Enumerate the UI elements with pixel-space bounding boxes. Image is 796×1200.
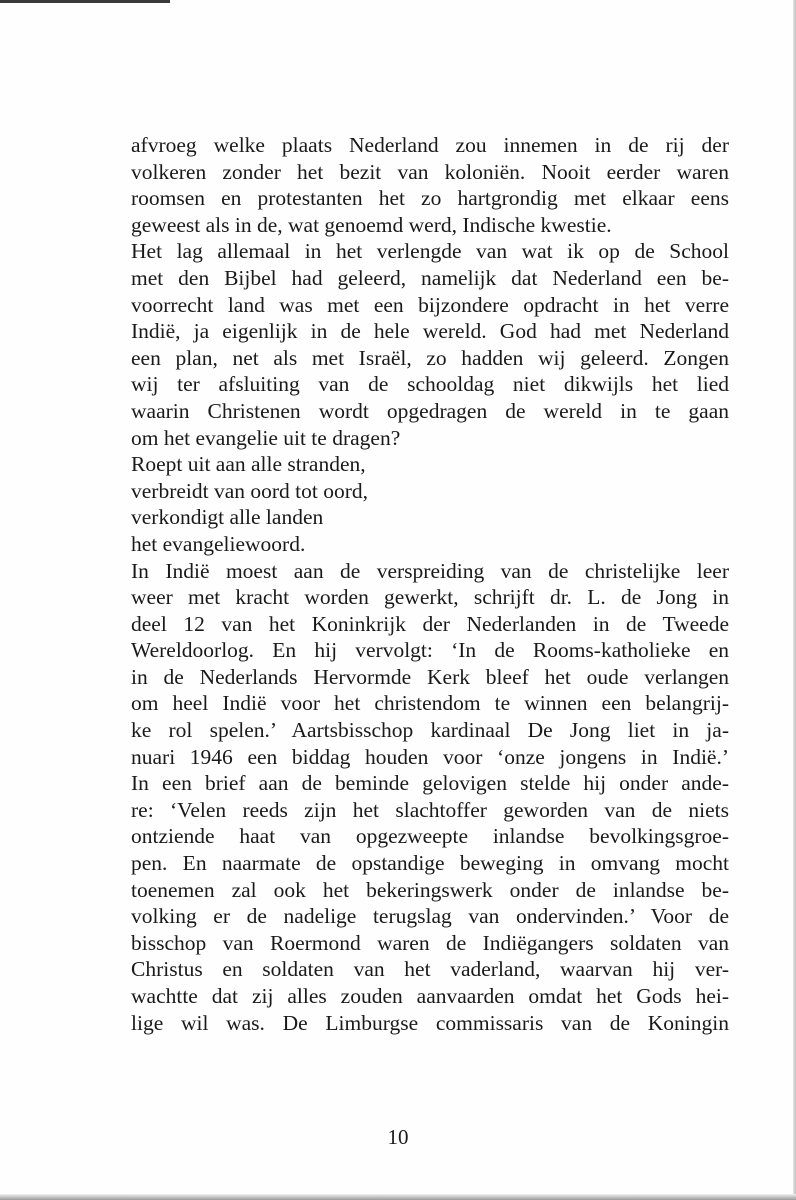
text-line: verkondigt alle landen [131, 505, 324, 530]
text-line: bisschop van Roermond waren de Indiëgangers soldaten van [131, 930, 729, 955]
text-line: geweest als in de, wat genoemd werd, Indische kwestie. [131, 212, 612, 237]
text-line: verbreidt van oord tot oord, [131, 478, 369, 503]
text-line: roomsen en protestanten het zo hartgrondig met elkaar eens [131, 186, 729, 211]
text-line: toenemen zal ook het bekeringswerk onder de inlandse be- [131, 877, 729, 902]
text-line: wij ter afsluiting van de schooldag niet dikwijls het lied [131, 372, 729, 397]
body-text [131, 132, 729, 1036]
text-line: nuari 1946 een biddag houden voor ‘onze jongens in Indië.’ [131, 744, 729, 769]
text-line: pen. En naarmate de opstandige beweging in omvang mocht [131, 851, 729, 876]
text-line: deel 12 van het Koninkrijk der Nederlanden in de Tweede [131, 611, 729, 636]
text-line: Christus en soldaten van het vaderland, waarvan hij ver- [131, 957, 729, 982]
text-line: afvroeg welke plaats Nederland zou innemen in de rij der [131, 133, 729, 157]
page-number: 10 [387, 1125, 409, 1149]
top-scan-edge [0, 0, 170, 3]
bottom-scan-edge [0, 1194, 796, 1200]
text-line: wachtte dat zij alles zouden aanvaarden omdat het Gods hei- [131, 984, 729, 1008]
text-line: om heel Indië voor het christendom te winnen een belangrij- [131, 691, 729, 716]
text-line: lige wil was. De Limburgse commissaris van de Koningin [131, 1010, 729, 1035]
text-line: Wereldoorlog. En hij vervolgt: ‘In de Rooms-katholieke en [131, 638, 729, 663]
text-line: In een brief aan de beminde gelovigen stelde hij onder ande- [131, 771, 729, 796]
text-line: met den Bijbel had geleerd, namelijk dat Nederland een be- [131, 265, 729, 290]
text-line: Indië, ja eigenlijk in de hele wereld. God had met Nederland [131, 319, 729, 344]
text-line: Het lag allemaal in het verlengde van wat ik op de School [131, 239, 729, 264]
text-line: in de Nederlands Hervormde Kerk bleef het oude verlangen [131, 664, 729, 689]
text-line: Roept uit aan alle stranden, [131, 452, 366, 477]
text-line: volking er de nadelige terugslag van ondervinden.’ Voor de [131, 904, 729, 929]
text-line: re: ‘Velen reeds zijn het slachtoffer geworden van de niets [131, 797, 729, 822]
text-line: om het evangelie uit te dragen? [131, 425, 401, 450]
text-line: voorrecht land was met een bijzondere opdracht in het verre [131, 292, 729, 317]
text-line: waarin Christenen wordt opgedragen de wereld in te gaan [131, 398, 729, 423]
text-line: het evangeliewoord. [131, 531, 306, 556]
text-line: een plan, net als met Israël, zo hadden wij geleerd. Zongen [131, 345, 729, 370]
text-line: ontziende haat van opgezweepte inlandse bevolkingsgroe- [131, 824, 729, 849]
text-line: ke rol spelen.’ Aartsbisschop kardinaal De Jong liet in ja- [131, 718, 729, 743]
text-line: In Indië moest aan de verspreiding van de christelijke leer [131, 558, 729, 583]
text-line: weer met kracht worden gewerkt, schrijft dr. L. de Jong in [131, 585, 729, 610]
text-line: volkeren zonder het bezit van koloniën. Nooit eerder waren [131, 159, 729, 184]
